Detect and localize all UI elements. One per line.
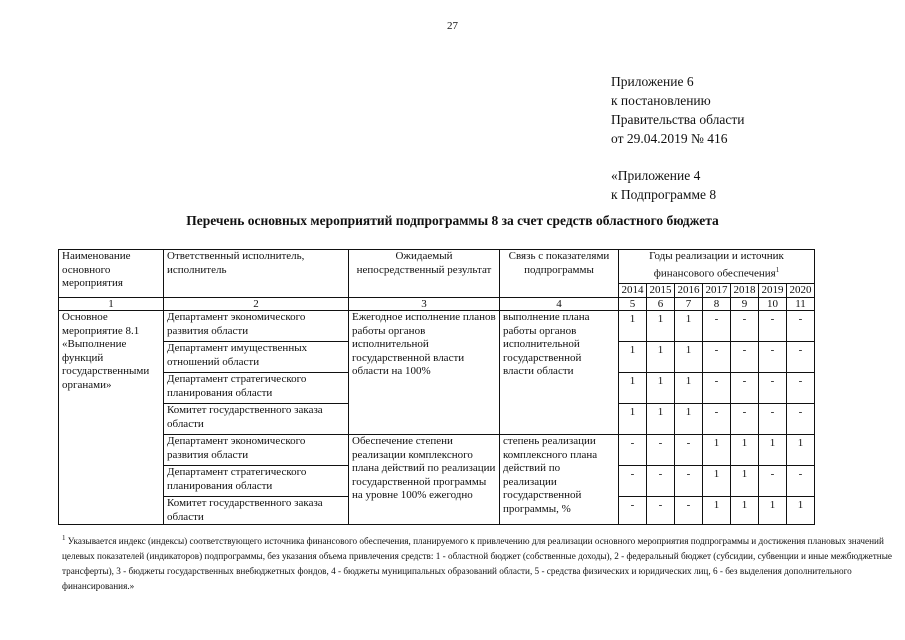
appendix-line: Правительства области: [611, 112, 745, 127]
value-cell: 1: [647, 373, 675, 404]
result-cell: Обеспечение степени реализации комплексного плана действий по реализации государственной программы на уровне 100% ежегодно: [349, 435, 500, 525]
footnote-mark: 1: [775, 265, 780, 274]
header-col2: Ответственный исполнитель, исполнитель: [164, 250, 349, 298]
value-cell: -: [619, 497, 647, 525]
col-number: 7: [675, 298, 703, 311]
value-cell: -: [647, 497, 675, 525]
year-cell: 2015: [647, 284, 675, 298]
value-cell: 1: [759, 497, 787, 525]
value-cell: -: [787, 373, 815, 404]
value-cell: -: [759, 404, 787, 435]
link-cell: степень реализации комплексного плана действий по реализации государственной программы, %: [500, 435, 619, 525]
value-cell: 1: [731, 435, 759, 466]
executor-cell: Департамент экономического развития области: [164, 435, 349, 466]
header-years-label: Годы реализации и источник финансового обеспечения: [649, 250, 784, 280]
column-numbers-row: [59, 298, 815, 311]
value-cell: 1: [619, 373, 647, 404]
appendix-line: от 29.04.2019 № 416: [611, 131, 728, 146]
value-cell: 1: [675, 373, 703, 404]
col-number: 11: [787, 298, 815, 311]
year-cell: 2016: [675, 284, 703, 298]
footnote-text: Указывается индекс (индексы) соответствующего источника финансового обеспечения, планируемого к привлечению для реализации основного мероприятия подпрограммы и достижения плановых значений целевых показателей (индикаторов) подпрограммы, без указания объема привлечения средств: 1 - областной бюджет (собственные доходы), 2 - федеральный бюджет (субсидии, субвенции и иные межбюджетные трансферты), 3 - бюджеты государственных внебюджетных фондов, 4 - бюджеты муниципальных образований области, 5 - средства физических и юридических лиц, 6 - без выделения дополнительного финансирования.»: [62, 536, 892, 592]
measures-table: [58, 249, 815, 525]
header-years-group: [619, 250, 815, 284]
document-title: Перечень основных мероприятий подпрограммы 8 за счет средств областного бюджета: [186, 213, 719, 228]
value-cell: 1: [703, 435, 731, 466]
value-cell: 1: [675, 404, 703, 435]
appendix-block: [611, 72, 744, 148]
value-cell: -: [787, 342, 815, 373]
value-cell: 1: [647, 311, 675, 342]
header-col1: Наименование основного мероприятия: [59, 250, 164, 298]
value-cell: -: [703, 373, 731, 404]
page-number: 27: [447, 20, 458, 32]
header-col4: Связь с показателями подпрограммы: [500, 250, 619, 298]
value-cell: -: [647, 466, 675, 497]
col-number: 6: [647, 298, 675, 311]
year-cell: 2014: [619, 284, 647, 298]
value-cell: 1: [787, 497, 815, 525]
col-number: 2: [164, 298, 349, 311]
value-cell: 1: [675, 311, 703, 342]
executor-cell: Департамент экономического развития области: [164, 311, 349, 342]
link-cell: выполнение плана работы органов исполнительной государственной власти области: [500, 311, 619, 435]
year-cell: 2018: [731, 284, 759, 298]
col-number: 10: [759, 298, 787, 311]
value-cell: -: [703, 342, 731, 373]
value-cell: 1: [619, 404, 647, 435]
header-row: [59, 250, 815, 284]
year-cell: 2020: [787, 284, 815, 298]
col-number: 5: [619, 298, 647, 311]
value-cell: -: [731, 404, 759, 435]
value-cell: -: [619, 466, 647, 497]
value-cell: 1: [731, 466, 759, 497]
value-cell: 1: [703, 466, 731, 497]
value-cell: -: [759, 342, 787, 373]
table-row: [59, 435, 815, 466]
header-col3: Ожидаемый непосредственный результат: [349, 250, 500, 298]
col-number: 1: [59, 298, 164, 311]
footnote-mark: 1: [62, 534, 66, 542]
executor-cell: Департамент стратегического планирования области: [164, 466, 349, 497]
executor-cell: Комитет государственного заказа области: [164, 404, 349, 435]
value-cell: -: [787, 404, 815, 435]
value-cell: -: [703, 311, 731, 342]
appendix-line: Приложение 6: [611, 74, 694, 89]
value-cell: 1: [675, 342, 703, 373]
appendix-line: «Приложение 4: [611, 168, 701, 183]
value-cell: 1: [647, 404, 675, 435]
executor-cell: Департамент стратегического планирования области: [164, 373, 349, 404]
value-cell: -: [787, 466, 815, 497]
value-cell: -: [675, 435, 703, 466]
executor-cell: Комитет государственного заказа области: [164, 497, 349, 525]
value-cell: 1: [703, 497, 731, 525]
value-cell: -: [759, 373, 787, 404]
value-cell: -: [731, 373, 759, 404]
value-cell: 1: [759, 435, 787, 466]
col-number: 8: [703, 298, 731, 311]
value-cell: -: [759, 466, 787, 497]
appendix-line: к постановлению: [611, 93, 711, 108]
value-cell: -: [759, 311, 787, 342]
col-number: 9: [731, 298, 759, 311]
value-cell: -: [731, 311, 759, 342]
table-row: [59, 311, 815, 342]
value-cell: 1: [619, 311, 647, 342]
value-cell: 1: [731, 497, 759, 525]
footnote: [62, 531, 894, 594]
value-cell: -: [675, 466, 703, 497]
value-cell: -: [647, 435, 675, 466]
year-cell: 2017: [703, 284, 731, 298]
measure-name: Основное мероприятие 8.1 «Выполнение функций государственными органами»: [59, 311, 164, 525]
col-number: 4: [500, 298, 619, 311]
result-cell: Ежегодное исполнение планов работы органов исполнительной государственной власти области на 100%: [349, 311, 500, 435]
value-cell: -: [703, 404, 731, 435]
value-cell: -: [619, 435, 647, 466]
value-cell: 1: [647, 342, 675, 373]
year-cell: 2019: [759, 284, 787, 298]
col-number: 3: [349, 298, 500, 311]
value-cell: -: [731, 342, 759, 373]
executor-cell: Департамент имущественных отношений области: [164, 342, 349, 373]
value-cell: -: [787, 311, 815, 342]
value-cell: 1: [787, 435, 815, 466]
value-cell: -: [675, 497, 703, 525]
appendix-block-2: [611, 166, 716, 204]
appendix-line: к Подпрограмме 8: [611, 187, 717, 202]
value-cell: 1: [619, 342, 647, 373]
